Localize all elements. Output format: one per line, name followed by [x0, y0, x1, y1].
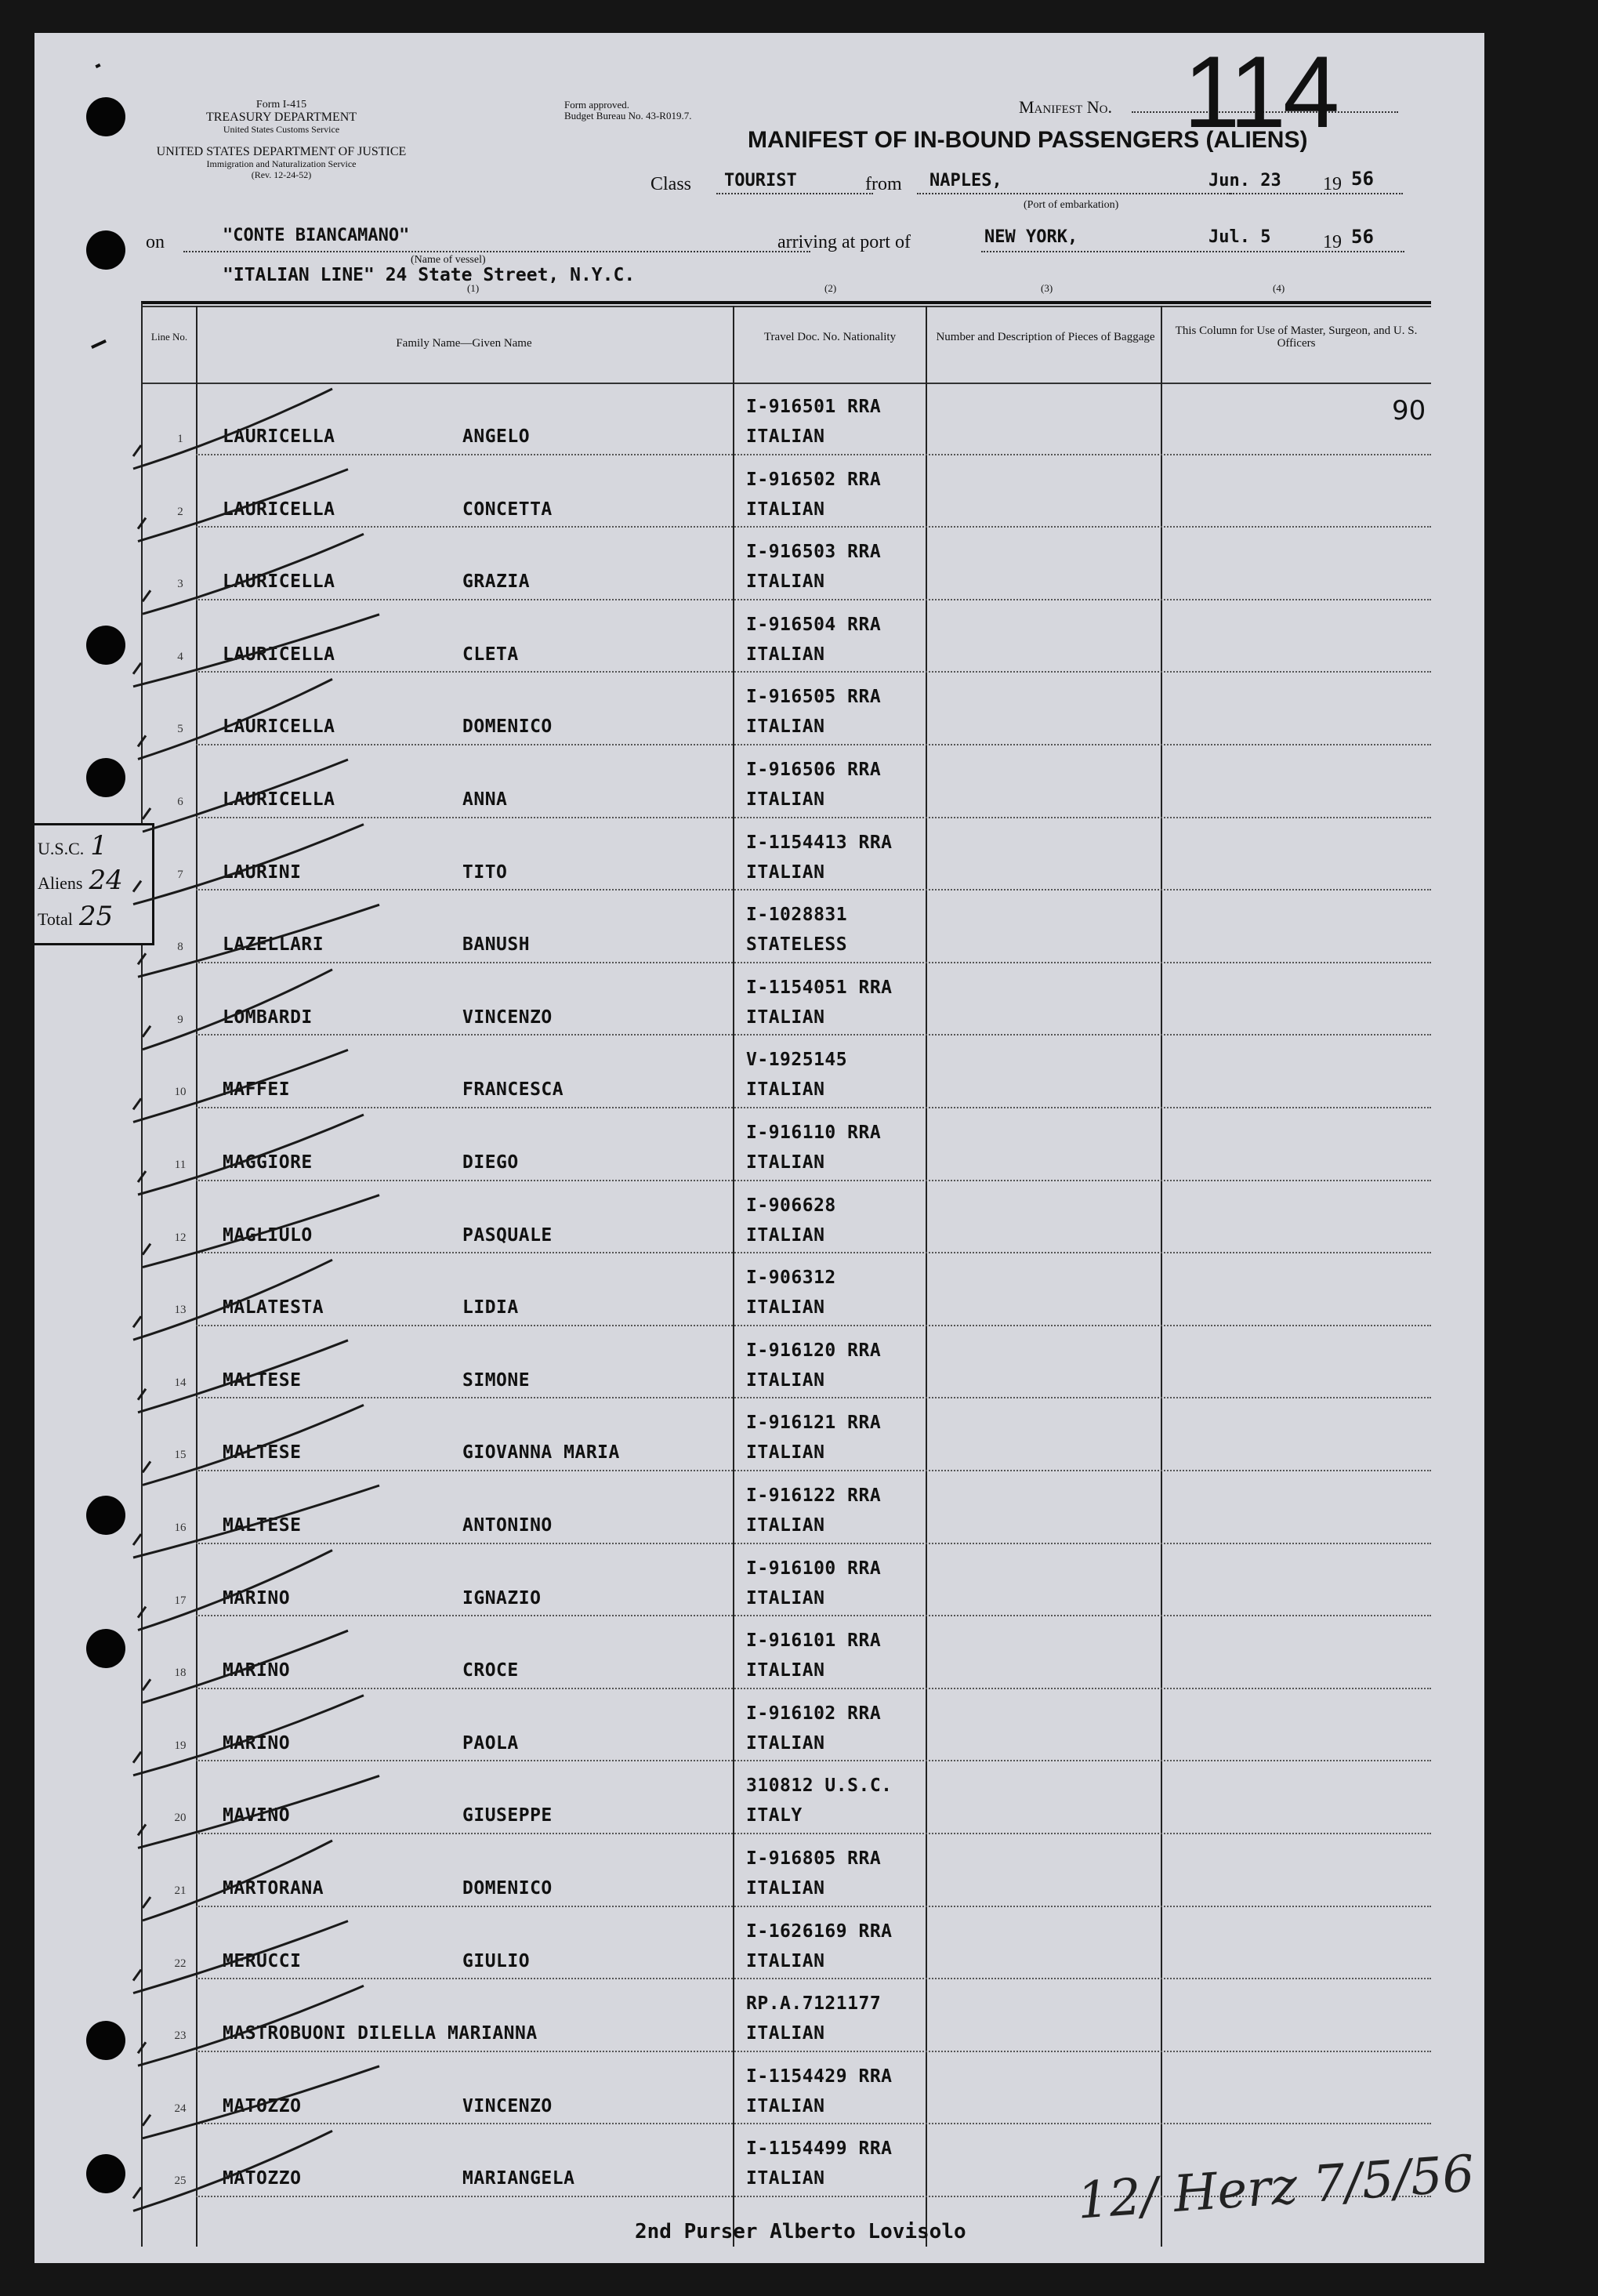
given-name: GIOVANNA MARIA — [462, 1442, 620, 1464]
travel-doc-number: I-1154051 RRA — [746, 977, 893, 998]
family-name: MERUCCI — [223, 1950, 302, 1971]
nationality: ITALIAN — [746, 1007, 825, 1028]
col-divider — [733, 306, 734, 2247]
row-divider — [196, 599, 1431, 600]
family-name: MARINO — [223, 1660, 291, 1681]
line-number: 12 — [174, 1231, 187, 1244]
family-name: MAFFEI — [223, 1079, 291, 1101]
line-number: 8 — [177, 941, 183, 954]
family-name: LOMBARDI — [223, 1007, 313, 1028]
given-name: DIEGO — [462, 1152, 519, 1173]
nationality: ITALIAN — [746, 426, 825, 447]
family-name: LAURICELLA — [223, 571, 335, 593]
family-name: LAURICELLA — [223, 426, 335, 447]
nationality: ITALIAN — [746, 1297, 825, 1318]
line-address: "ITALIAN LINE" 24 State Street, N.Y.C. — [223, 265, 636, 285]
row-divider — [196, 1325, 1431, 1326]
nationality: ITALIAN — [746, 1369, 825, 1391]
underline — [1230, 193, 1403, 194]
nationality: ITALIAN — [746, 2168, 825, 2189]
col-header-line-no: Line No. — [150, 331, 188, 343]
travel-doc-number: I-916501 RRA — [746, 397, 882, 417]
travel-doc-number: I-916100 RRA — [746, 1558, 882, 1579]
family-name: MALTESE — [223, 1442, 302, 1464]
page-title: MANIFEST OF IN-BOUND PASSENGERS (ALIENS) — [748, 127, 1308, 153]
nationality: ITALIAN — [746, 499, 825, 520]
travel-doc-number: V-1925145 — [746, 1050, 848, 1071]
table-top-border — [141, 301, 1431, 304]
col-num-4: (4) — [1273, 282, 1285, 294]
travel-doc-number: I-916506 RRA — [746, 760, 882, 780]
given-name: VINCENZO — [462, 2095, 553, 2116]
given-name: CONCETTA — [462, 499, 553, 520]
on-label: on — [146, 232, 165, 252]
line-number: 25 — [174, 2174, 187, 2188]
travel-doc-number: I-916101 RRA — [746, 1630, 882, 1652]
handwritten-signature-note: 12/ Herz 7/5/56 — [1075, 2145, 1477, 2231]
travel-doc-number: I-1626169 RRA — [746, 1921, 893, 1942]
family-name: MAGGIORE — [223, 1152, 313, 1173]
col-header-officers: This Column for Use of Master, Surgeon, and U. S. Officers — [1175, 325, 1418, 350]
line-number: 10 — [174, 1086, 187, 1099]
row-divider — [196, 1688, 1431, 1689]
travel-doc-number: I-916505 RRA — [746, 687, 882, 708]
row-divider — [196, 1034, 1431, 1036]
travel-doc-number: I-916805 RRA — [746, 1848, 882, 1869]
col-num-3: (3) — [1041, 282, 1053, 294]
col-header-baggage: Number and Description of Pieces of Baggage — [936, 331, 1155, 343]
travel-doc-number: I-916121 RRA — [746, 1413, 882, 1434]
total-value: 25 — [78, 901, 114, 932]
family-name: MALTESE — [223, 1369, 302, 1391]
family-name: LAURICELLA — [223, 716, 335, 738]
given-name: CROCE — [462, 1660, 519, 1681]
manifest-no-label: Manifest No. — [1019, 97, 1112, 117]
from-port: NAPLES, — [929, 171, 1002, 190]
underline — [917, 193, 1230, 194]
line-number: 15 — [174, 1449, 187, 1462]
nationality: ITALIAN — [746, 1442, 825, 1464]
family-name: LAURINI — [223, 861, 302, 883]
aliens-label: Aliens — [38, 873, 83, 893]
nationality: ITALIAN — [746, 1224, 825, 1246]
given-name: ANTONINO — [462, 1515, 553, 1536]
given-name: GIUSEPPE — [462, 1805, 553, 1826]
row-divider — [196, 454, 1431, 455]
treasury-dept: TREASURY DEPARTMENT — [205, 111, 357, 124]
usc-value: 1 — [90, 830, 107, 861]
underline — [183, 251, 810, 252]
line-number: 11 — [174, 1159, 187, 1171]
row-divider — [196, 1470, 1431, 1471]
nationality: ITALIAN — [746, 2095, 825, 2116]
col-header-travel-doc: Travel Doc. No. Nationality — [763, 331, 897, 343]
given-name: SIMONE — [462, 1369, 531, 1391]
col-num-2: (2) — [824, 282, 837, 294]
nationality: ITALIAN — [746, 1950, 825, 1971]
travel-doc-number: I-1028831 — [746, 905, 848, 926]
travel-doc-number: I-916120 RRA — [746, 1340, 882, 1361]
given-name: PASQUALE — [462, 1224, 553, 1246]
nationality: ITALIAN — [746, 1079, 825, 1101]
manifest-number: 114 — [1183, 34, 1337, 149]
depart-date: Jun. 23 — [1208, 171, 1281, 190]
table-left-border — [141, 303, 143, 2247]
travel-doc-number: I-1154429 RRA — [746, 2066, 893, 2087]
travel-doc-number: I-916502 RRA — [746, 469, 882, 490]
line-number: 17 — [174, 1594, 187, 1607]
punch-hole — [86, 97, 125, 136]
year-prefix: 19 — [1323, 174, 1342, 194]
given-name: ANNA — [462, 789, 508, 810]
punch-hole — [86, 230, 125, 270]
travel-doc-number: I-1154413 RRA — [746, 832, 893, 853]
nationality: ITALIAN — [746, 1732, 825, 1754]
revision: (Rev. 12-24-52) — [251, 169, 312, 180]
given-name: CLETA — [462, 644, 519, 665]
family-name: MATOZZO — [223, 2168, 302, 2189]
header-bottom-border — [141, 383, 1431, 384]
travel-doc-number: I-916122 RRA — [746, 1485, 882, 1506]
nationality: ITALY — [746, 1805, 803, 1826]
travel-doc-number: I-906312 — [746, 1268, 836, 1289]
nationality: ITALIAN — [746, 1152, 825, 1173]
line-number: 3 — [177, 578, 183, 591]
given-name: VINCENZO — [462, 1007, 553, 1028]
line-number: 16 — [174, 1522, 187, 1534]
row-divider — [196, 526, 1431, 528]
travel-doc-number: I-916110 RRA — [746, 1123, 882, 1143]
line-number: 7 — [177, 868, 183, 881]
given-name: GIULIO — [462, 1950, 531, 1971]
mark-tick — [91, 339, 107, 349]
nationality: ITALIAN — [746, 861, 825, 883]
row-divider — [196, 671, 1431, 673]
nationality: ITALIAN — [746, 1660, 825, 1681]
total-label: Total — [38, 909, 73, 929]
line-number: 20 — [174, 1812, 187, 1825]
travel-doc-number: I-906628 — [746, 1195, 836, 1216]
row-divider — [196, 1615, 1431, 1616]
family-name: MARINO — [223, 1732, 291, 1754]
row-divider — [196, 1760, 1431, 1761]
nationality: ITALIAN — [746, 571, 825, 593]
travel-doc-number: I-916503 RRA — [746, 542, 882, 563]
row-divider — [196, 1252, 1431, 1253]
line-number: 18 — [174, 1667, 187, 1680]
vessel-name: "CONTE BIANCAMANO" — [223, 226, 410, 245]
row-divider — [196, 2123, 1431, 2124]
family-name: MARINO — [223, 1587, 291, 1609]
travel-doc-number: I-916504 RRA — [746, 614, 882, 635]
usc-label: U.S.C. — [38, 839, 85, 858]
punch-hole — [86, 758, 125, 797]
family-name: MATOZZO — [223, 2095, 302, 2116]
punch-hole — [86, 626, 125, 665]
budget-bureau: Budget Bureau No. 43-R019.7. — [564, 110, 692, 122]
given-name: BANUSH — [462, 934, 531, 956]
line-number: 23 — [174, 2029, 187, 2043]
family-name: MALATESTA — [223, 1297, 324, 1318]
given-name: IGNAZIO — [462, 1587, 542, 1609]
arriving-label: arriving at port of — [777, 232, 911, 252]
line-number: 19 — [174, 1739, 187, 1752]
customs-service: United States Customs Service — [223, 124, 340, 135]
given-name: MARIANGELA — [462, 2168, 575, 2189]
travel-doc-number: RP.A.7121177 — [746, 1993, 882, 2015]
family-name: LAURICELLA — [223, 644, 335, 665]
line-number: 24 — [174, 2102, 187, 2115]
arrival-port: NEW YORK, — [984, 227, 1078, 247]
aliens-value: 24 — [89, 865, 123, 896]
row-divider — [196, 1180, 1431, 1181]
given-name: TITO — [462, 861, 508, 883]
line-number: 21 — [174, 1884, 187, 1897]
given-name: GRAZIA — [462, 571, 531, 593]
given-name: LIDIA — [462, 1297, 519, 1318]
line-number: 2 — [177, 505, 183, 518]
nationality: ITALIAN — [746, 1515, 825, 1536]
mark-tick — [95, 63, 100, 68]
nationality: ITALIAN — [746, 1587, 825, 1609]
row-divider — [196, 744, 1431, 745]
given-name: FRANCESCA — [462, 1079, 564, 1101]
class-label: Class — [650, 174, 692, 194]
punch-hole — [86, 2021, 125, 2060]
line-number: 9 — [177, 1013, 183, 1026]
row-divider — [196, 1833, 1431, 1834]
nationality: ITALIAN — [746, 789, 825, 810]
family-name: MAGLIULO — [223, 1224, 313, 1246]
punch-hole — [86, 1496, 125, 1535]
ins: Immigration and Naturalization Service — [206, 158, 357, 169]
margin-note: 90 — [1392, 395, 1426, 426]
travel-doc-number: 310812 U.S.C. — [746, 1776, 893, 1797]
class-value: TOURIST — [724, 171, 797, 190]
manifest-page — [34, 33, 1484, 2263]
arrival-year: 56 — [1351, 226, 1374, 248]
row-divider — [196, 1543, 1431, 1544]
line-number: 6 — [177, 796, 183, 808]
row-divider — [196, 2051, 1431, 2052]
underline — [716, 193, 873, 194]
row-divider — [196, 1978, 1431, 1979]
given-name: ANGELO — [462, 426, 531, 447]
depart-year: 56 — [1351, 168, 1374, 190]
form-approved: Form approved. — [564, 99, 630, 111]
table-top-border — [141, 306, 1431, 307]
col-divider — [1161, 306, 1162, 2247]
row-divider — [196, 1107, 1431, 1108]
family-name: MAVINO — [223, 1805, 291, 1826]
row-divider — [196, 962, 1431, 963]
col-num-1: (1) — [467, 282, 480, 294]
line-number: 14 — [174, 1376, 187, 1389]
row-divider — [196, 1906, 1431, 1907]
col-divider — [196, 306, 197, 2247]
row-divider — [196, 1397, 1431, 1398]
tally-box — [34, 823, 154, 945]
given-name: DOMENICO — [462, 1878, 553, 1899]
nationality: STATELESS — [746, 934, 848, 956]
line-number: 13 — [174, 1304, 187, 1317]
given-name: DOMENICO — [462, 716, 553, 738]
travel-doc-number: I-1154499 RRA — [746, 2138, 893, 2160]
from-label: from — [865, 174, 902, 194]
family-name: MARTORANA — [223, 1878, 324, 1899]
purser-name: 2nd Purser Alberto Lovisolo — [635, 2220, 966, 2243]
col-divider — [926, 306, 927, 2247]
nationality: ITALIAN — [746, 644, 825, 665]
port-embark-label: (Port of embarkation) — [1024, 199, 1119, 211]
nationality: ITALIAN — [746, 716, 825, 738]
row-divider — [196, 817, 1431, 818]
line-number: 5 — [177, 723, 183, 736]
row-divider — [196, 889, 1431, 890]
vessel-label: (Name of vessel) — [411, 254, 486, 266]
year-prefix: 19 — [1323, 232, 1342, 252]
family-name: MALTESE — [223, 1515, 302, 1536]
form-number: Form I-415 — [255, 99, 307, 111]
family-name: LAZELLARI — [223, 934, 324, 956]
arrival-date: Jul. 5 — [1208, 227, 1271, 247]
col-header-name: Family Name—Given Name — [396, 337, 532, 350]
family-name: MASTROBUONI DILELLA MARIANNA — [223, 2023, 538, 2044]
nationality: ITALIAN — [746, 1878, 825, 1899]
travel-doc-number: I-916102 RRA — [746, 1703, 882, 1724]
doj: UNITED STATES DEPARTMENT OF JUSTICE — [156, 145, 407, 158]
line-number: 1 — [177, 433, 183, 445]
family-name: LAURICELLA — [223, 499, 335, 520]
family-name: LAURICELLA — [223, 789, 335, 810]
given-name: PAOLA — [462, 1732, 519, 1754]
punch-hole — [86, 2154, 125, 2193]
line-number: 4 — [177, 650, 183, 663]
line-number: 22 — [174, 1957, 187, 1970]
punch-hole — [86, 1629, 125, 1668]
nationality: ITALIAN — [746, 2023, 825, 2044]
